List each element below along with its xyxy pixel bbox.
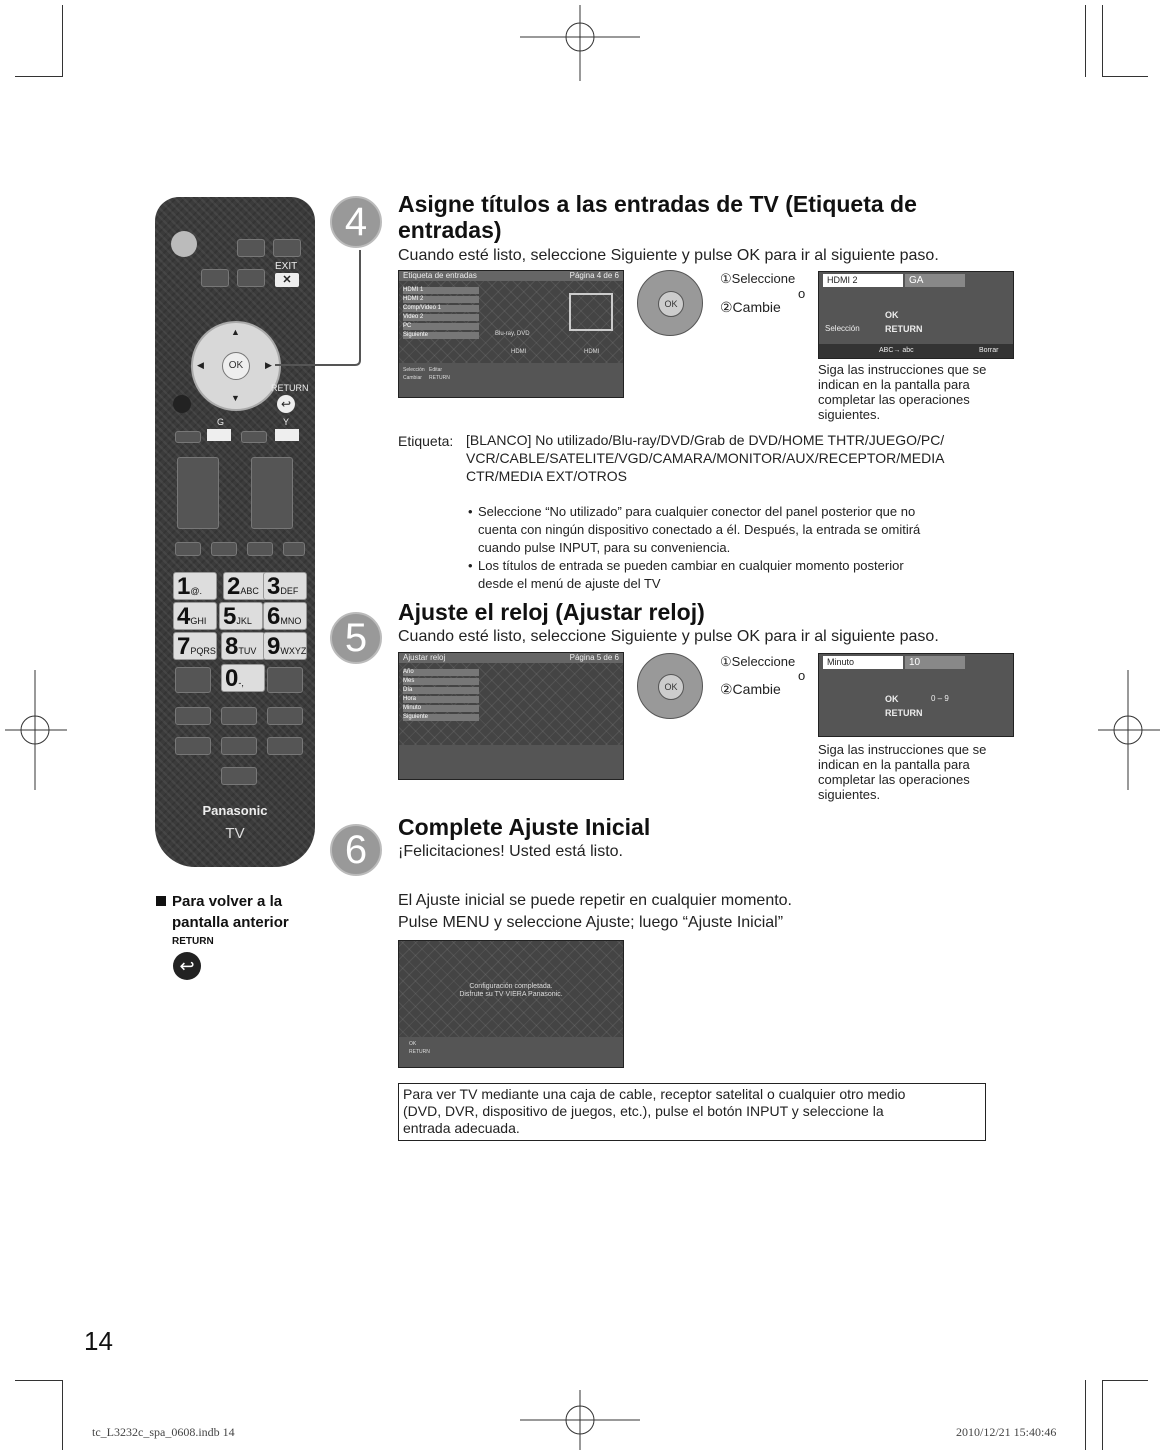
etiqueta-line3: CTR/MEDIA EXT/OTROS (466, 468, 628, 484)
connector-line (270, 250, 370, 370)
step-6-screen (398, 940, 624, 1068)
delete-label: Borrar (979, 347, 999, 354)
power-button (171, 231, 197, 257)
page-number: 14 (84, 1326, 113, 1356)
input-note-line1: Para ver TV mediante una caja de cable, receptor satelital o cualquier otro medio (403, 1086, 906, 1102)
side-note-return: RETURN (172, 936, 214, 947)
footer-file: tc_L3232c_spa_0608.indb 14 (92, 1425, 235, 1439)
step-5-screen (398, 652, 624, 780)
callout-note: siguientes. (818, 407, 881, 422)
etiqueta-line1: [BLANCO] No utilizado/Blu-ray/DVD/Grab de DVD/HOME THTR/JUEGO/PC/ (466, 432, 945, 448)
right-arrow-icon: ▶ (265, 360, 272, 370)
or-label: o (798, 286, 806, 301)
step-4-title-line1: Asigne títulos a las entradas de TV (Etiqueta de (398, 191, 917, 217)
step-6-subtitle: ¡Felicitaciones! Usted está listo. (398, 843, 623, 860)
screen-page: Página 4 de 6 (569, 271, 619, 280)
keys-label: ABC→ abc (879, 347, 914, 354)
yellow-button (275, 429, 299, 441)
menu-item: Video 2 (403, 314, 479, 321)
round-button (173, 395, 191, 413)
edit-label: Editar (429, 367, 443, 373)
key-0: 0-, (221, 664, 265, 692)
crop-mark (1102, 5, 1103, 77)
return-label: RETURN (885, 324, 923, 334)
registration-mark-top (520, 5, 640, 81)
crop-mark (15, 1380, 63, 1381)
ok-label: OK (885, 694, 899, 704)
bullet1-line3: cuando pulse INPUT, para su conveniencia. (478, 540, 731, 555)
dpad-illustration (637, 653, 703, 719)
screen-title: Etiqueta de entradas (403, 271, 477, 280)
key-2: 2ABC (223, 572, 267, 600)
step-5-number: 5 (330, 612, 382, 664)
return-label: RETURN (885, 708, 923, 718)
g-label: G (217, 417, 225, 427)
bullet1-line1: Seleccione “No utilizado” para cualquier conector del panel posterior que no (478, 504, 916, 519)
down-arrow-icon: ▼ (231, 393, 240, 403)
step-4-title-line2: entradas) (398, 217, 502, 243)
etiqueta-line2: VCR/CABLE/SATELITE/VGD/CAMARA/MONITOR/AUX/RECEPTOR/MEDIA (466, 450, 945, 466)
return-label: RETURN (271, 383, 309, 393)
repeat-line2: Pulse MENU y seleccione Ajuste; luego “Ajuste Inicial” (398, 914, 784, 931)
input-note-line2: (DVD, DVR, dispositivo de juegos, etc.), pulse el botón INPUT y seleccione la (403, 1103, 884, 1119)
callout-note: siguientes. (818, 787, 881, 802)
registration-mark-bottom (520, 1390, 640, 1450)
field-value: GA (905, 274, 965, 287)
step-6-title: Complete Ajuste Inicial (398, 814, 651, 840)
device-label: Blu-ray, DVD (495, 331, 530, 337)
bullet-square (156, 896, 166, 906)
step-4-callout-screen (818, 271, 1014, 359)
menu-item: Año (403, 669, 479, 676)
side-note-line1: Para volver a la (172, 893, 283, 910)
crop-mark (15, 76, 63, 77)
menu-item: Siguiente (403, 332, 479, 339)
step-4-screen (398, 270, 624, 398)
green-button (207, 429, 231, 441)
repeat-line1: El Ajuste inicial se puede repetir en cualquier momento. (398, 892, 792, 909)
range-label: 0 – 9 (931, 694, 949, 703)
screen-title: Ajustar reloj (403, 653, 446, 662)
bullet2-line1: Los títulos de entrada se pueden cambiar en cualquier momento posterior (478, 558, 904, 573)
callout-note: Siga las instrucciones que se (818, 742, 987, 757)
change-step-label: ②Cambie (720, 299, 781, 315)
ok-icon: OK (658, 291, 684, 317)
step-6-number: 6 (330, 824, 382, 876)
hdmi-label: HDMI (511, 349, 527, 355)
step-5-callout-screen (818, 653, 1014, 737)
screen-page: Página 5 de 6 (569, 653, 619, 662)
return-icon: ↩ (173, 952, 201, 980)
screen-message: Disfrute su TV VIERA Panasonic. (459, 991, 563, 998)
key-7: 7PQRS (173, 632, 217, 660)
key-9: 9WXYZ (263, 632, 307, 660)
up-arrow-icon: ▲ (231, 327, 240, 337)
menu-item: HDMI 1 (403, 287, 479, 294)
select-label: Selección (825, 324, 860, 333)
input-note-line3: entrada adecuada. (403, 1120, 520, 1136)
bullet2-line2: desde el menú de ajuste del TV (478, 576, 661, 591)
callout-note: completar las operaciones (818, 772, 970, 787)
step-4-number: 4 (330, 196, 382, 248)
etiqueta-label: Etiqueta: (398, 433, 454, 449)
return-label: RETURN (429, 375, 450, 381)
step-5-instruction: Cuando esté listo, seleccione Siguiente y pulse OK para ir al siguiente paso. (398, 628, 939, 645)
return-icon: ↩ (277, 395, 295, 413)
menu-item: PC (403, 323, 479, 330)
footer-timestamp: 2010/12/21 15:40:46 (956, 1425, 1057, 1439)
select-step-label: ①Seleccione (720, 654, 796, 669)
bullet1-line2: cuenta con ningún dispositivo conectado a él. Después, la entrada se omitirá (478, 522, 921, 537)
callout-note: indican en la pantalla para (818, 757, 970, 772)
ok-label: OK (409, 1041, 417, 1047)
menu-item: Comp/Video 1 (403, 305, 479, 312)
hdmi-label: HDMI (584, 349, 600, 355)
crop-mark (62, 1380, 63, 1450)
crop-mark (1085, 1380, 1086, 1450)
exit-label: EXIT (275, 261, 298, 272)
menu-item: Minuto (403, 705, 479, 712)
dpad (191, 321, 281, 411)
ok-label: OK (885, 310, 899, 320)
ok-icon: OK (658, 674, 684, 700)
bullet-dot: • (468, 504, 473, 519)
select-label: Selección (403, 367, 425, 373)
registration-mark-left (5, 670, 67, 790)
callout-note: Siga las instrucciones que se (818, 362, 987, 377)
exit-icon: ✕ (275, 273, 299, 287)
ok-button: OK (222, 352, 250, 380)
menu-item: Mes (403, 678, 479, 685)
step-4-instruction: Cuando esté listo, seleccione Siguiente y pulse OK para ir al siguiente paso. (398, 247, 939, 264)
tv-illustration (569, 293, 613, 331)
input-note-box (398, 1083, 986, 1141)
crop-mark (1102, 76, 1148, 77)
select-step-label: ①Seleccione (720, 271, 796, 286)
change-label: Cambiar (403, 375, 422, 381)
change-step-label: ②Cambie (720, 681, 781, 697)
brand-label: Panasonic (202, 803, 268, 818)
field-value: 10 (905, 656, 965, 669)
key-5: 5JKL (219, 602, 263, 630)
key-8: 8TUV (221, 632, 265, 660)
left-arrow-icon: ◀ (197, 360, 204, 370)
key-6: 6MNO (263, 602, 307, 630)
step-5-title: Ajuste el reloj (Ajustar reloj) (398, 599, 705, 625)
tv-label: TV (225, 825, 245, 842)
key-3: 3DEF (263, 572, 307, 600)
menu-item: Día (403, 687, 479, 694)
crop-mark (1085, 5, 1086, 77)
crop-mark (1102, 1380, 1103, 1450)
return-label: RETURN (409, 1049, 430, 1055)
dpad-illustration (637, 270, 703, 336)
key-1: 1@. (173, 572, 217, 600)
key-4: 4GHI (173, 602, 217, 630)
field-label: Minuto (823, 656, 903, 669)
menu-item: Siguiente (403, 714, 479, 721)
screen-message: Configuración completada. (469, 983, 553, 990)
side-note-line2: pantalla anterior (172, 914, 289, 931)
crop-mark (1102, 1380, 1148, 1381)
crop-mark (62, 5, 63, 77)
registration-mark-right (1098, 670, 1160, 790)
field-label: HDMI 2 (823, 274, 903, 287)
menu-item: HDMI 2 (403, 296, 479, 303)
y-label: Y (283, 417, 290, 427)
menu-item: Hora (403, 696, 479, 703)
or-label: o (798, 668, 806, 683)
callout-note: completar las operaciones (818, 392, 970, 407)
bullet-dot: • (468, 558, 473, 573)
callout-note: indican en la pantalla para (818, 377, 970, 392)
